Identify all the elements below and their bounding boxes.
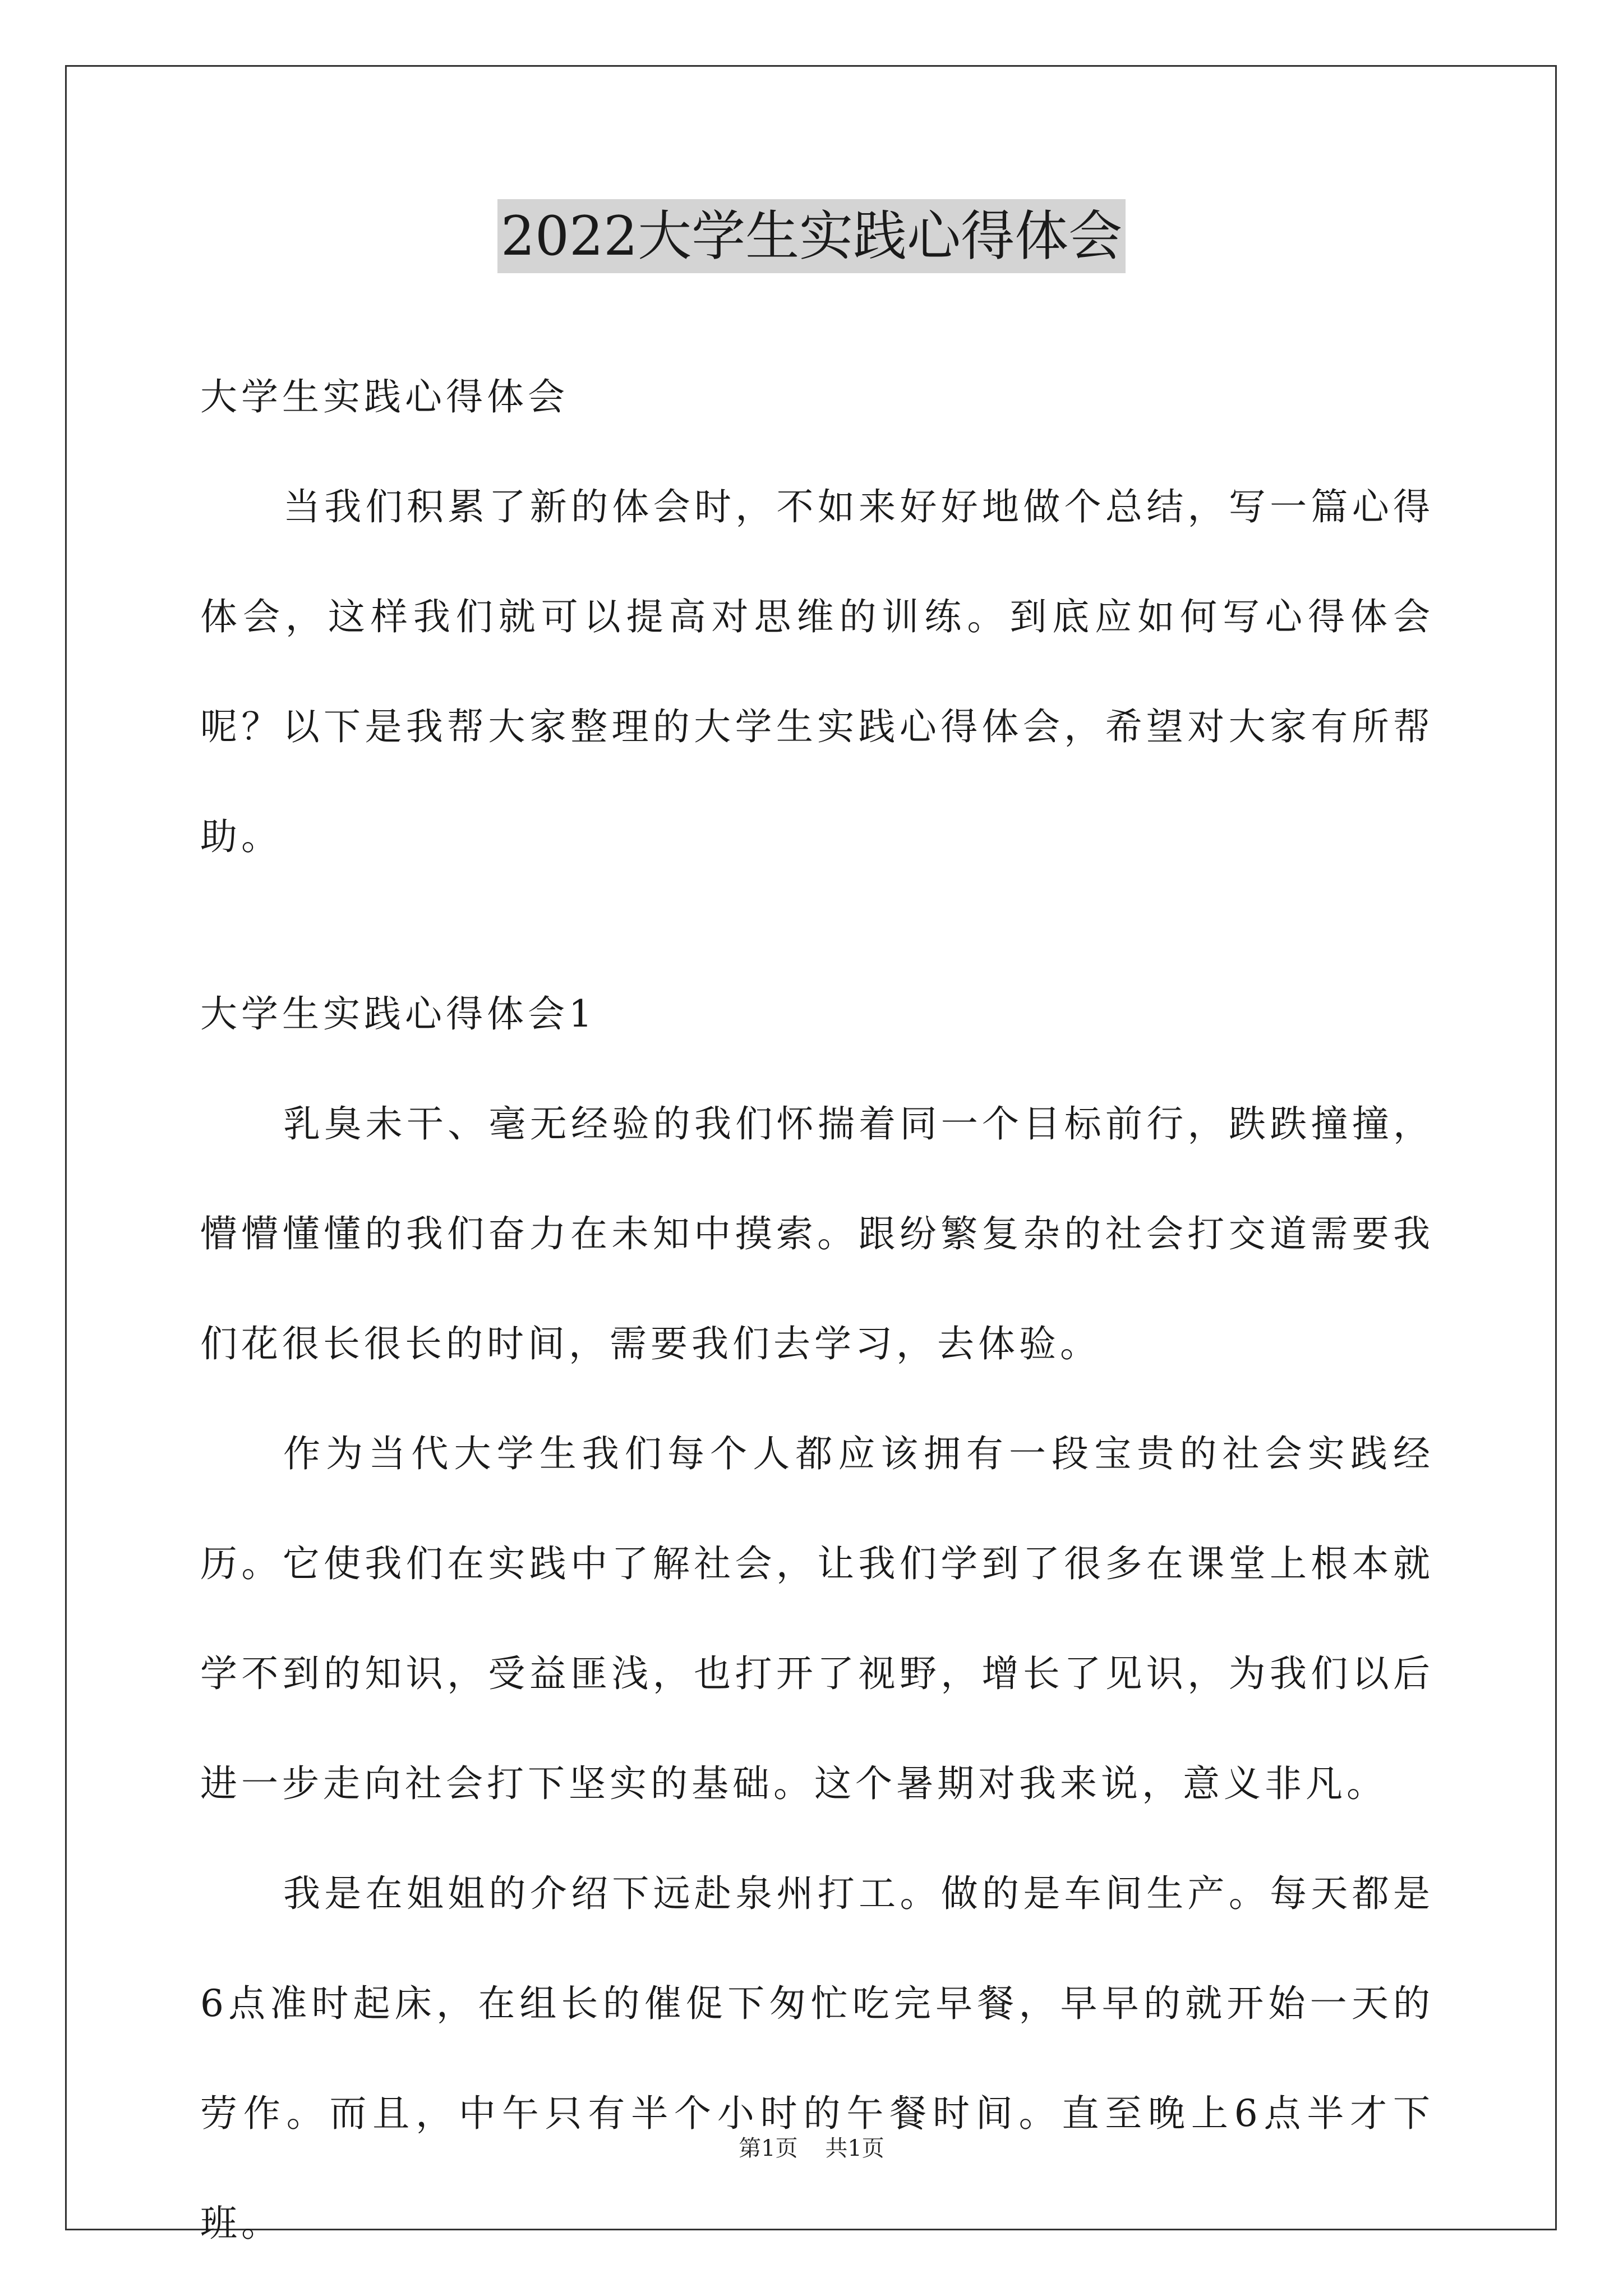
- document-subtitle: 大学生实践心得体会: [200, 375, 569, 418]
- intro-paragraph: 当我们积累了新的体会时，不如来好好地做个总结，写一篇心得体会，这样我们就可以提高对思维的训练。到底应如何写心得体会呢？以下是我帮大家整理的大学生实践心得体会，希望对大家有所帮助。: [200, 485, 1434, 858]
- section-spacer: [200, 892, 1434, 959]
- body-paragraph-1: 乳臭未干、毫无经验的我们怀揣着同一个目标前行，跌跌撞撞，懵懵懂懂的我们奋力在未知中摸索。跟纷繁复杂的社会打交道需要我们花很长很长的时间，需要我们去学习，去体验。: [200, 1102, 1434, 1365]
- page-footer: [0, 2133, 1623, 2164]
- page-total: 共1页: [825, 2136, 884, 2161]
- page-number: 第1页: [739, 2136, 798, 2161]
- body-paragraph-2: 作为当代大学生我们每个人都应该拥有一段宝贵的社会实践经历。它使我们在实践中了解社会，让我们学到了很多在课堂上根本就学不到的知识，受益匪浅，也打开了视野，增长了见识，为我们以后进一步走向社会打下坚实的基础。这个暑期对我来说，意义非凡。: [200, 1432, 1434, 1805]
- body-paragraph-3: 我是在姐姐的介绍下远赴泉州打工。做的是车间生产。每天都是6点准时起床，在组长的催促下匆忙吃完早餐，早早的就开始一天的劳作。而且，中午只有半个小时的午餐时间。直至晚上6点半才下班。: [200, 1872, 1434, 2245]
- document-body: [200, 342, 1434, 2279]
- document-title: 2022大学生实践心得体会: [497, 199, 1126, 273]
- section-heading: 大学生实践心得体会1: [200, 992, 596, 1036]
- title-container: [0, 199, 1623, 273]
